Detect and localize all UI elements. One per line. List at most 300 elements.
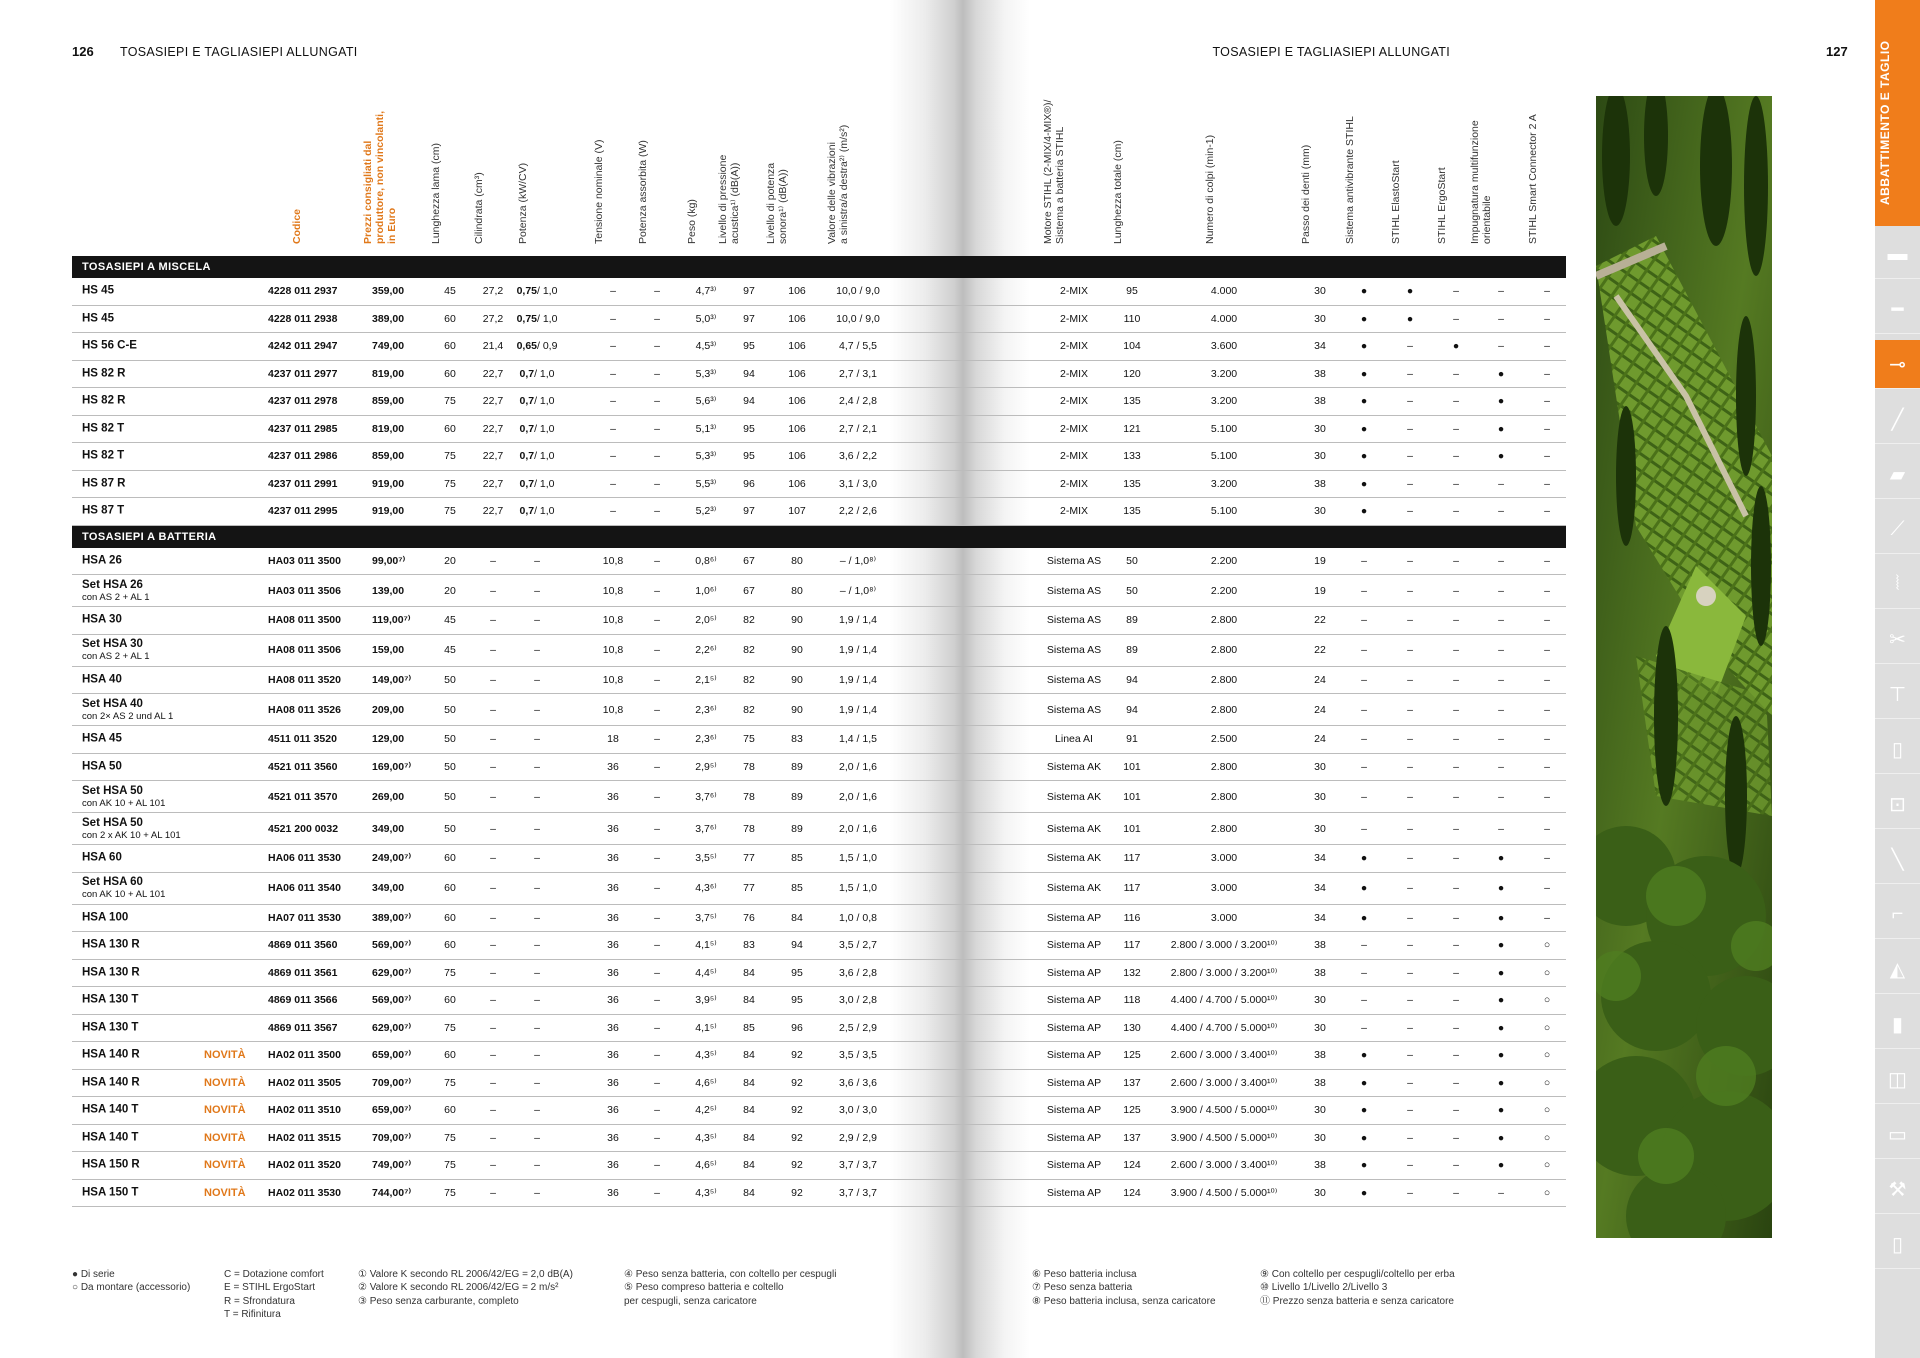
spec-cell: Sistema AP [1046,1186,1102,1199]
spec-cell: 92 [791,1186,803,1199]
standard-dot-icon: ● [1360,911,1368,924]
sidebar-tab[interactable] [1875,1000,1920,1049]
spec-cell: 2.800 [1210,790,1238,803]
spec-cell: 82 [743,673,755,686]
spec-cell: 36 [607,966,619,979]
price: 749,00⁷⁾ [372,1159,412,1172]
price: 349,00 [372,822,405,835]
column-header-label: Lunghezza totale (cm) [1112,140,1124,244]
spec-cell: – [654,477,660,490]
price: 819,00 [372,422,405,435]
accessory-circle-icon: ○ [1543,939,1551,952]
spec-cell: – [654,450,660,463]
spec-cell: – [534,644,540,656]
spec-cell: 3.900 / 4.500 / 5.000¹⁰⁾ [1170,1186,1278,1199]
model-label: HS 87 R [82,477,126,490]
spec-cell: – [534,966,540,979]
notes-abbreviations [224,1268,324,1322]
spec-cell: – [490,822,496,835]
spec-cell: – [654,1021,660,1034]
spec-cell: – [1498,614,1504,627]
spec-cell: – [1407,584,1413,597]
model-label: HSA 140 R [82,1048,140,1061]
product-code: 4237 011 2986 [268,450,338,463]
standard-dot-icon: ● [1360,450,1368,463]
spec-cell: 2-MIX [1059,367,1089,380]
spec-cell: 30 [1314,285,1326,298]
spec-cell: 22,7 [482,505,504,518]
spec-cell: – [490,790,496,803]
spec-cell: – [534,673,540,686]
spec-cell: – [1453,1104,1459,1117]
spec-cell: 38 [1314,1159,1326,1172]
case-icon: ◫ [1888,1068,1907,1091]
spec-cell: 60 [444,422,456,435]
spec-cell: 137 [1123,1076,1141,1089]
product-code: 4228 011 2937 [268,285,338,298]
spec-cell: 135 [1123,395,1141,408]
spec-cell: – [1498,790,1504,803]
table-row [72,306,1566,334]
spec-cell: 135 [1123,505,1141,518]
spec-cell: 36 [607,1104,619,1117]
model-name [82,733,122,746]
standard-dot-icon: ● [1360,1159,1368,1172]
table-row [72,607,1566,635]
spec-cell: 1,9 / 1,4 [839,703,877,716]
spec-cell: 50 [444,822,456,835]
spec-cell: 2,0 / 1,6 [839,822,877,835]
spec-cell: Sistema AP [1046,1049,1102,1062]
standard-dot-icon: ● [1497,994,1505,1007]
sidebar-tab[interactable] [1875,1110,1920,1159]
spec-cell: 36 [607,790,619,803]
spec-cell: 67 [743,554,755,567]
spec-cell: 5,3³⁾ [695,367,717,380]
product-code: HA02 011 3505 [268,1076,341,1089]
column-header-label: Valore delle vibrazioni a sinistra/a destra²⁾ (m/s²) [826,124,850,244]
spec-cell: – [1361,584,1367,597]
model-name [82,785,165,809]
spec-cell: 20 [444,584,456,597]
spec-cell: – [1453,882,1459,894]
sidebar-tab[interactable] [1875,1220,1920,1269]
table-row [72,1180,1566,1208]
spec-cell: 30 [1314,790,1326,803]
spec-cell: – [610,477,616,490]
spec-cell: 120 [1123,367,1141,380]
spec-cell: 137 [1123,1131,1141,1144]
note-line: T = Rifinitura [224,1309,281,1321]
spec-cell: – [654,790,660,803]
spec-cell: 85 [743,1021,755,1034]
pole-pruner-icon: ━ [1891,298,1904,321]
spec-cell: 2.600 / 3.000 / 3.400¹⁰⁾ [1170,1159,1278,1172]
spec-cell: 90 [791,673,803,686]
accessory-circle-icon: ○ [1543,1076,1551,1089]
spec-cell: 38 [1314,1076,1326,1089]
standard-dot-icon: ● [1360,285,1368,298]
column-header-label: Livello di potenza sonora¹⁾ (dB(A)) [765,162,789,244]
spec-cell: – [610,505,616,518]
model-kit-contents: con 2× AS 2 und AL 1 [82,710,174,722]
spec-cell: – [1407,911,1413,924]
sidebar-tab[interactable] [1875,395,1920,444]
product-code: HA08 011 3506 [268,644,341,656]
spec-cell: 60 [444,882,456,894]
sidebar-tab[interactable] [1875,835,1920,884]
spec-cell: 3,9⁵⁾ [695,994,717,1007]
sidebar-tab[interactable] [1875,560,1920,609]
spec-cell: 1,0 / 0,8 [839,911,877,924]
spec-cell: 75 [444,395,456,408]
model-label: HS 82 T [82,422,125,435]
spec-cell: 2.800 / 3.000 / 3.200¹⁰⁾ [1170,966,1278,979]
table-row [72,932,1566,960]
spec-cell: 1,5 / 1,0 [839,882,877,894]
model-label: HSA 50 [82,760,122,773]
spec-cell: – [534,703,540,716]
spec-cell: 0,8⁶⁾ [695,554,717,567]
spec-cell: 107 [788,505,806,518]
spec-cell: 4,3⁵⁾ [695,1131,717,1144]
spec-cell: Sistema AS [1046,673,1102,686]
table-row [72,960,1566,988]
spec-cell: – [654,911,660,924]
model-label: HSA 150 R [82,1158,140,1171]
spec-cell: – [534,911,540,924]
sidebar-tab[interactable] [1875,780,1920,829]
spec-cell: 36 [607,822,619,835]
section-batteria: TOSASIEPI A BATTERIA [72,526,1566,548]
spec-cell: 3.200 [1210,395,1238,408]
table-row [72,388,1566,416]
model-label: HSA 140 T [82,1103,139,1116]
spec-cell: – [490,1159,496,1172]
spec-cell: 2.800 / 3.000 / 3.200¹⁰⁾ [1170,939,1278,952]
accessory-circle-icon: ○ [1543,966,1551,979]
spec-cell: 2-MIX [1059,505,1089,518]
spec-cell: 5.100 [1210,422,1238,435]
sidebar-tab[interactable] [1875,615,1920,664]
accessory-circle-icon: ○ [1543,1104,1551,1117]
price: 569,00⁷⁾ [372,994,412,1007]
spec-cell: 2,0⁵⁾ [695,614,717,627]
spec-cell: 94 [743,395,755,408]
spec-cell: – [490,1076,496,1089]
spec-cell: 78 [743,822,755,835]
sidebar-tab[interactable] [1875,505,1920,554]
spec-cell: 106 [788,422,806,435]
spec-cell: 89 [1126,614,1138,627]
spec-cell: – [654,939,660,952]
spec-cell: – / 1,0⁸⁾ [839,584,877,597]
spec-cell: 22,7 [482,367,504,380]
note-line: ⑪ Prezzo senza batteria e senza caricatore [1260,1295,1454,1307]
model-name [82,554,122,567]
spec-cell: – [1453,966,1459,979]
table-row [72,726,1566,754]
spec-cell: – [610,340,616,353]
standard-dot-icon: ● [1497,939,1505,952]
column-header-label: Tensione nominale (V) [593,139,605,244]
spec-cell: 4,3⁵⁾ [695,1049,717,1062]
sidebar-tab[interactable] [1875,670,1920,719]
spec-cell: 5,5³⁾ [695,477,717,490]
notes-legend [72,1268,190,1295]
standard-dot-icon: ● [1497,367,1505,380]
spec-cell: 36 [607,1076,619,1089]
spec-cell: 2,2⁶⁾ [695,644,717,656]
spec-cell: 10,8 [602,644,624,656]
sidebar-tab[interactable] [1875,450,1920,499]
spec-cell: – [654,584,660,597]
spec-cell: 36 [607,1049,619,1062]
spec-cell: Sistema AP [1046,966,1102,979]
spec-cell: 3,0 / 2,8 [839,994,877,1007]
spec-cell: – [1407,1131,1413,1144]
spec-cell: 78 [743,790,755,803]
power-value: 0,75/ 1,0 [516,285,558,298]
spec-cell: – [1407,367,1413,380]
spec-cell: – [534,852,540,865]
table-row [72,667,1566,695]
note-line: E = STIHL ErgoStart [224,1282,316,1294]
product-code: 4237 011 2978 [268,395,338,408]
spec-cell: 36 [607,939,619,952]
standard-dot-icon: ● [1497,395,1505,408]
product-code: 4237 011 2977 [268,367,338,380]
table-row [72,575,1566,607]
table-row [72,635,1566,667]
sidebar-tab[interactable] [1875,945,1920,994]
table-row [72,905,1566,933]
price: 99,00⁷⁾ [372,554,406,567]
spec-cell: – [534,1021,540,1034]
spec-cell: 135 [1123,477,1141,490]
table-row [72,781,1566,813]
sidebar-tab[interactable] [1875,230,1920,279]
spec-cell: – [534,760,540,773]
spec-cell: 84 [743,1131,755,1144]
model-name [82,1049,140,1062]
spec-cell: – [1544,644,1550,656]
table-row [72,361,1566,389]
table-row [72,754,1566,782]
spec-cell: 36 [607,852,619,865]
spec-cell: 5,0³⁾ [695,312,717,325]
spec-cell: – [1453,1021,1459,1034]
power-value: 0,7/ 1,0 [519,477,555,490]
spec-cell: 10,8 [602,584,624,597]
product-code: 4228 011 2938 [268,312,338,325]
table-row [72,845,1566,873]
spec-cell: 5.100 [1210,505,1238,518]
spec-cell: 3,6 / 2,2 [839,450,877,463]
spec-cell: 2.800 [1210,614,1238,627]
price: 349,00 [372,882,405,894]
model-label: HS 82 R [82,367,126,380]
spec-cell: – [1544,395,1550,408]
spec-cell: 24 [1314,673,1326,686]
spec-cell: – [654,1049,660,1062]
note-line: ⑨ Con coltello per cespugli/coltello per erba [1260,1269,1455,1280]
bottle-icon: ▯ [1891,1233,1903,1256]
spec-cell: 85 [791,852,803,865]
spec-cell: 89 [1126,644,1138,656]
sidebar-tab[interactable] [1875,340,1920,389]
sidebar-tab[interactable] [1875,1165,1920,1214]
novita-badge: NOVITÀ [204,1104,246,1117]
spec-cell: 3.600 [1210,340,1238,353]
novita-badge: NOVITÀ [204,1049,246,1062]
spec-cell: – [1544,477,1550,490]
column-header-label: Sistema antivibrante STIHL [1344,116,1356,244]
spec-cell: 36 [607,1186,619,1199]
spec-cell: – [490,703,496,716]
spec-cell: 30 [1314,760,1326,773]
spec-cell: 36 [607,1021,619,1034]
note-line: ⑤ Peso compreso batteria e coltello [624,1282,784,1294]
spec-cell: – [654,882,660,894]
spec-cell: 2.600 / 3.000 / 3.400¹⁰⁾ [1170,1076,1278,1089]
model-label: HS 56 C-E [82,339,137,352]
model-name [82,450,124,463]
spec-cell: 89 [791,760,803,773]
spec-cell: 84 [743,1076,755,1089]
spec-cell: – [1453,614,1459,627]
spec-cell: 75 [444,1076,456,1089]
spec-cell: – [1453,285,1459,298]
spec-cell: 95 [791,994,803,1007]
sidebar-tab[interactable] [1875,725,1920,774]
spec-cell: – [654,285,660,298]
battery-icon: ▮ [1891,1013,1903,1036]
product-code: HA07 011 3530 [268,911,341,924]
spec-cell: – [534,1186,540,1199]
spec-cell: 124 [1123,1186,1141,1199]
spec-cell: – [490,994,496,1007]
hedge-trimmer-icon: ⊸ [1889,353,1906,376]
spec-cell: 60 [444,939,456,952]
spec-cell: 30 [1314,450,1326,463]
model-label: HSA 100 [82,911,129,924]
product-code: 4242 011 2947 [268,340,338,353]
spec-cell: 75 [444,477,456,490]
spec-cell: – [1544,790,1550,803]
spec-cell: Sistema AK [1046,822,1102,835]
spec-cell: – [1407,395,1413,408]
price: 919,00 [372,505,405,518]
spec-cell: – [1361,790,1367,803]
spec-cell: – [490,1021,496,1034]
model-name [82,817,181,841]
spec-cell: – [1544,852,1550,865]
model-label: HS 45 [82,312,114,325]
spec-cell: 78 [743,760,755,773]
product-code: 4521 200 0032 [268,822,339,835]
spec-cell: – [1361,939,1367,952]
spec-cell: – [490,1131,496,1144]
sidebar-tab[interactable] [1875,285,1920,334]
standard-dot-icon: ● [1360,882,1368,894]
spec-cell: 3.900 / 4.500 / 5.000¹⁰⁾ [1170,1104,1278,1117]
section-miscela: TOSASIEPI A MISCELA [72,256,1566,278]
spec-cell: Sistema AK [1046,790,1102,803]
spec-cell: 60 [444,911,456,924]
spec-cell: 3,7⁶⁾ [695,822,717,835]
price: 119,00⁷⁾ [372,614,411,627]
price: 139,00 [372,584,405,597]
table-row [72,1070,1566,1098]
product-code: 4237 011 2985 [268,422,338,435]
page-number-right: 127 [1826,44,1848,59]
spec-cell: 84 [743,966,755,979]
price: 359,00 [372,285,405,298]
rows-batteria [72,548,1566,1208]
power-value: 0,7/ 1,0 [519,395,555,408]
spec-cell: 106 [788,395,806,408]
price: 659,00⁷⁾ [372,1049,412,1062]
novita-badge: NOVITÀ [204,1131,246,1144]
spec-cell: 94 [1126,703,1138,716]
table-row [72,1042,1566,1070]
spec-cell: 4,3⁵⁾ [695,1186,717,1199]
spec-cell: Sistema AS [1046,703,1102,716]
spec-cell: 2.800 [1210,760,1238,773]
note-line: ○ Da montare (accessorio) [72,1282,191,1294]
spec-cell: 38 [1314,395,1326,408]
model-name [82,285,114,298]
spec-cell: 50 [444,733,456,746]
spec-cell: – [1361,673,1367,686]
spec-cell: 1,5 / 1,0 [839,852,877,865]
sidebar-tab[interactable] [1875,1055,1920,1104]
spec-cell: – [534,1159,540,1172]
price: 919,00 [372,477,405,490]
spec-cell: 101 [1123,790,1141,803]
product-code: HA02 011 3515 [268,1131,341,1144]
spec-cell: 118 [1123,994,1141,1007]
column-header-label: Motore STIHL (2-MIX/4-MIX®)/ Sistema a batteria STIHL [1042,99,1066,244]
spec-cell: 121 [1123,422,1141,435]
standard-dot-icon: ● [1497,1159,1505,1172]
model-kit-contents: con AS 2 + AL 1 [82,651,150,662]
standard-dot-icon: ● [1360,505,1368,518]
spec-table [72,256,1566,1207]
product-code: HA08 011 3500 [268,614,341,627]
spec-cell: 92 [791,1076,803,1089]
spec-cell: – [1361,733,1367,746]
spec-cell: 95 [743,422,755,435]
power-value: 0,7/ 1,0 [519,505,555,518]
price: 209,00 [372,703,405,716]
spec-cell: – [654,1104,660,1117]
spec-cell: 3.200 [1210,477,1238,490]
spec-cell: Sistema AS [1046,554,1102,567]
model-label: HSA 30 [82,613,122,626]
spec-cell: 117 [1123,852,1141,865]
sidebar-tab[interactable] [1875,890,1920,939]
page-number-left: 126 [72,44,94,59]
spec-cell: 97 [743,505,755,518]
spec-cell: 34 [1314,852,1326,865]
standard-dot-icon: ● [1497,966,1505,979]
standard-dot-icon: ● [1406,312,1414,325]
power-value: 0,75/ 1,0 [516,312,558,325]
spec-cell: 2.800 [1210,822,1238,835]
spec-cell: 75 [444,450,456,463]
